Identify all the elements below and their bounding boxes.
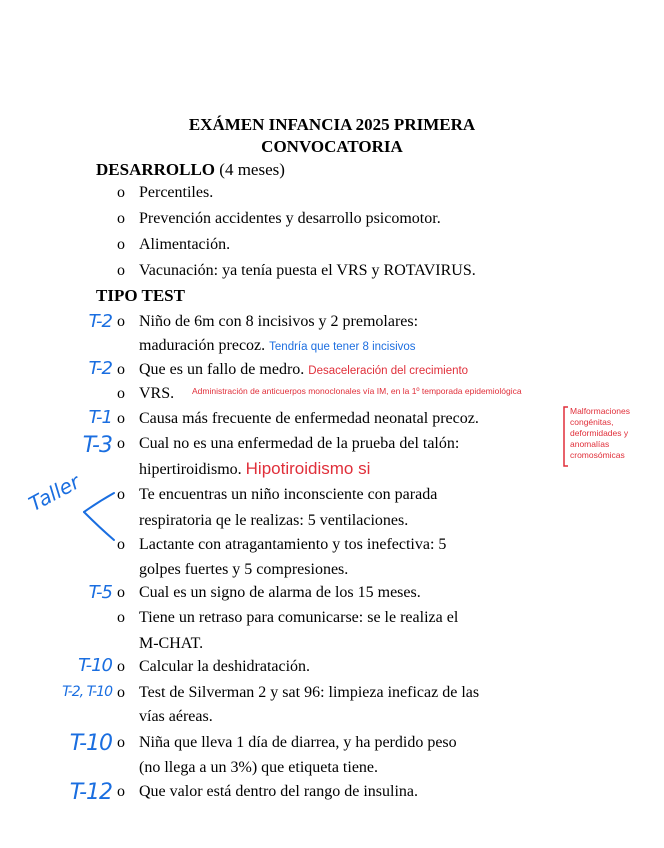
title-line-2: CONVOCATORIA [261, 137, 403, 156]
list-item: Tiene un retraso para comunicarse: se le realiza el [139, 609, 459, 626]
list-item-continuation: golpes fuertes y 5 compresiones. [139, 561, 349, 578]
taller-connector-lower [84, 512, 114, 540]
list-item-text: maduración precoz. [139, 337, 266, 354]
bullet-marker: o [117, 236, 125, 253]
handwritten-tag: T-2 [88, 358, 112, 379]
bullet-marker: o [117, 536, 125, 553]
bullet-marker: o [117, 210, 125, 227]
list-item: VRS. [139, 385, 175, 402]
list-item: Causa más frecuente de enfermedad neonatal precoz. [139, 410, 479, 427]
list-item: Niña que lleva 1 día de diarrea, y ha perdido peso [139, 734, 457, 751]
handwritten-tag: T-3 [82, 433, 112, 458]
list-item: Calcular la deshidratación. [139, 658, 311, 675]
desarrollo-age: (4 meses) [219, 160, 285, 179]
handwritten-tag: T-10 [78, 655, 112, 676]
list-item-text: Que es un fallo de medro. [139, 361, 305, 378]
list-item: Cual es un signo de alarma de los 15 meses. [139, 584, 421, 601]
list-item: Cual no es una enfermedad de la prueba del talón: [139, 435, 460, 452]
bullet-marker: o [117, 658, 125, 675]
list-item: Vacunación: ya tenía puesta el VRS y ROTAVIRUS. [139, 262, 476, 279]
handwritten-tag: T-5 [88, 582, 112, 603]
bullet-marker: o [117, 783, 125, 800]
side-answer-note: Malformaciones congénitas, deformidades y anomalías cromosómicas [570, 406, 630, 460]
bullet-marker: o [117, 486, 125, 503]
bullet-marker: o [117, 435, 125, 452]
bullet-marker: o [117, 262, 125, 279]
bullet-marker: o [117, 609, 125, 626]
handwritten-taller-label: Taller [24, 469, 84, 516]
handwritten-tag: T-1 [88, 407, 112, 428]
answer-note: Tendría que tener 8 incisivos [269, 341, 416, 353]
list-item: Percentiles. [139, 184, 214, 201]
answer-note: Desaceleración del crecimiento [308, 365, 469, 377]
list-item-continuation: M-CHAT. [139, 635, 204, 652]
section-heading-tipo-test: TIPO TEST [96, 286, 185, 305]
list-item-continuation: respiratoria qe le realizas: 5 ventilaciones. [139, 512, 409, 529]
list-item: Que valor está dentro del rango de insulina. [139, 783, 419, 800]
bullet-marker: o [117, 410, 125, 427]
list-item: Te encuentras un niño inconsciente con parada [139, 486, 438, 503]
handwritten-tag: T-2 [88, 311, 112, 332]
list-item: Prevención accidentes y desarrollo psicomotor. [139, 210, 441, 227]
list-item: Lactante con atragantamiento y tos inefectiva: 5 [139, 536, 447, 553]
list-item-continuation: (no llega a un 3%) que etiqueta tiene. [139, 759, 379, 776]
title-line-1: EXÁMEN INFANCIA 2025 PRIMERA [188, 115, 476, 134]
bullet-marker: o [117, 734, 125, 751]
list-item: Niño de 6m con 8 incisivos y 2 premolares: [139, 313, 419, 330]
handwritten-tag: T-12 [69, 780, 112, 805]
bullet-marker: o [117, 385, 125, 402]
answer-note: Administración de anticuerpos monoclonales vía IM, en la 1º temporada epidemiológica [192, 386, 522, 396]
list-item: Alimentación. [139, 236, 231, 253]
list-item-continuation: vías aéreas. [139, 708, 213, 725]
taller-connector-upper [84, 493, 114, 512]
bullet-marker: o [117, 361, 125, 378]
list-item-text: hipertiroidismo. [139, 461, 242, 478]
desarrollo-heading-text: DESARROLLO [96, 160, 216, 179]
bullet-marker: o [117, 184, 125, 201]
handwritten-tag: T-2, T-10 [62, 684, 112, 700]
answer-note: Hipotiroidismo si [245, 459, 371, 478]
bullet-marker: o [117, 584, 125, 601]
side-note-bracket [564, 407, 568, 466]
list-item: Test de Silverman 2 y sat 96: limpieza ineficaz de las [139, 684, 480, 701]
bullet-marker: o [117, 313, 125, 330]
bullet-marker: o [117, 684, 125, 701]
handwritten-tag: T-10 [69, 731, 112, 756]
